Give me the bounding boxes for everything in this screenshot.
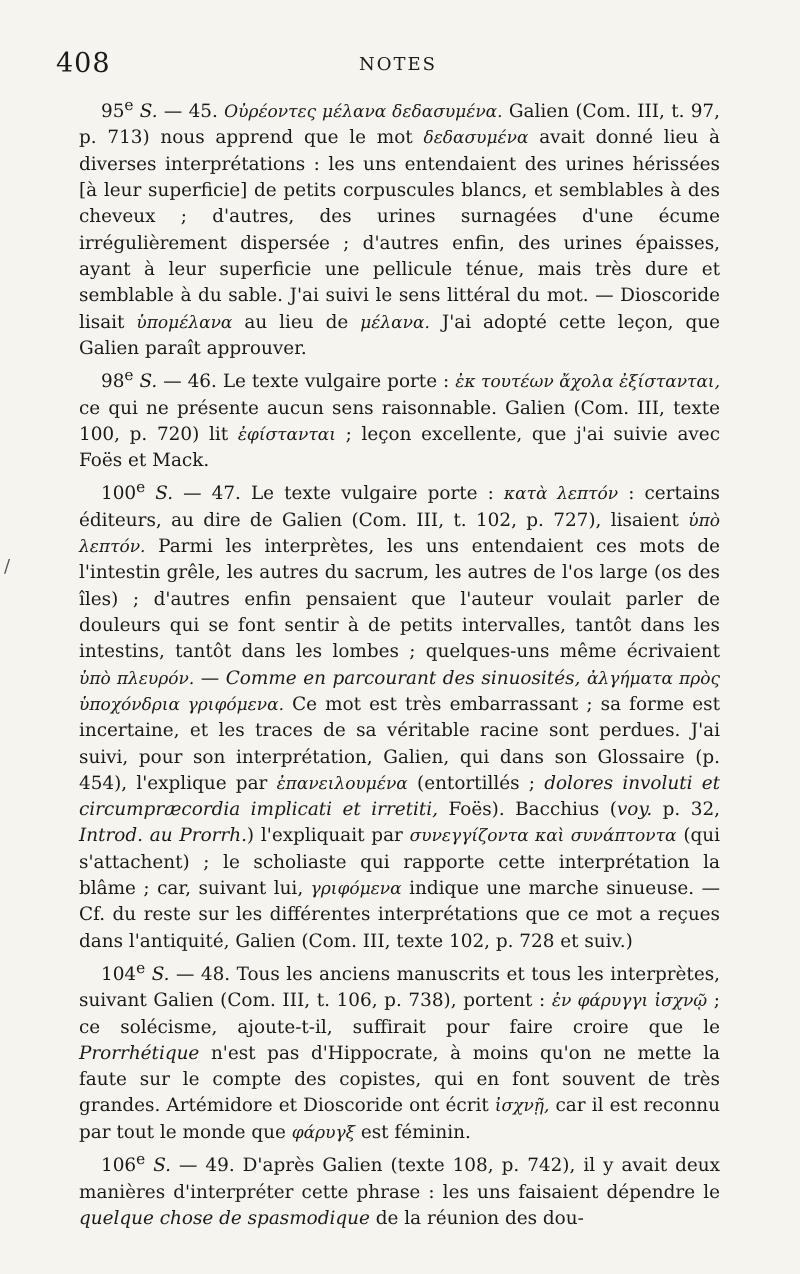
note-paragraph: [79, 474, 720, 954]
text-run: J'ai adopté cette leçon, que Galien paraît approuver.: [79, 311, 720, 359]
italic-text: S.: [153, 1155, 171, 1177]
text-run: —: [194, 667, 226, 689]
text-run: ; leçon excellente, que j'ai suivie avec Foës et Mack.: [79, 423, 720, 472]
ordinal-superscript: e: [136, 958, 146, 977]
greek-text: δεδασυμένα: [423, 128, 529, 149]
greek-text: ὑπὸ πλευρόν.: [79, 668, 195, 689]
text-run: 95: [101, 101, 125, 123]
running-head: NOTES: [359, 54, 437, 75]
ordinal-superscript: e: [136, 478, 146, 497]
text-run: — 48. Tous les anciens manuscrits et tous les interprètes, suivant Galien (Com. III, t. 106, p. 738), portent :: [79, 964, 720, 1012]
italic-text: Comme en parcourant des sinuosités,: [225, 667, 581, 689]
text-run: 100: [101, 483, 137, 505]
text-run: (qui s'attachent) ; le scholiaste qui rapporte cette interprétation la blâme ; car, suivant lui,: [79, 825, 720, 899]
greek-text: Οὐρέοντες μέλανα δεδασυμένα.: [224, 102, 503, 123]
text-run: — 45.: [157, 101, 225, 123]
italic-text: S.: [155, 483, 174, 505]
text-run: : certains éditeurs, au dire de Galien (Com. III, t. 102, p. 727), lisaient: [79, 483, 720, 531]
greek-text: ἐφίστανται: [237, 424, 336, 445]
text-run: avait donné lieu à diverses interprétations : les uns entendaient des urines hérissées [à leur superficie] de petits corpuscules blancs, et semblables à des cheveux ; d'autres, des urines surnagées d'une écume irrégulièrement dispersée ; d'autres enfin, des urines épaisses, ayant à leur superficie une pellicule ténue, mais très dure et semblable à du sable. J'ai suivi le sens littéral du mot. — Dioscoride lisait: [79, 127, 720, 333]
greek-text: φάρυγξ: [291, 1122, 355, 1143]
greek-text: ἰσχνῇ,: [494, 1096, 550, 1117]
italic-text: S.: [151, 964, 170, 985]
page-number: 408: [56, 48, 111, 79]
italic-text: voy.: [616, 799, 653, 821]
text-run: 106: [101, 1155, 137, 1177]
greek-text: ἐκ τουτέων ἄχολα ἐξίστανται,: [455, 372, 720, 393]
note-paragraph: [79, 1146, 720, 1232]
text-run: [145, 1155, 153, 1176]
greek-text: ὑπομέλανα: [136, 312, 233, 333]
text-run: 98: [101, 371, 125, 393]
greek-text: συνεγγίζοντα καὶ συνάπτοντα: [409, 826, 677, 847]
text-run: — 46. Le texte vulgaire porte :: [157, 371, 456, 393]
text-run: ; ce solécisme, ajoute-t-il, suffirait pour faire croire que le: [79, 990, 720, 1038]
text-run: car il est reconnu par tout le monde que: [79, 1095, 720, 1143]
text-run: (entortillés ;: [407, 772, 545, 794]
text-run: ce qui ne présente aucun sens raisonnable. Galien (Com. III, texte 100, p. 720) lit: [79, 397, 720, 445]
italic-text: quelque chose de spasmodique: [79, 1207, 370, 1229]
ordinal-superscript: e: [124, 96, 134, 114]
greek-text: ἐν φάρυγγι ἰσχνῷ: [551, 991, 708, 1012]
text-run: — 47. Le texte vulgaire porte :: [173, 483, 504, 505]
note-paragraph: [79, 92, 720, 362]
italic-text: dolores involuti et circumpræcordia implicati et irretiti,: [79, 772, 721, 821]
italic-text: S.: [139, 371, 158, 393]
margin-mark: /: [4, 556, 11, 577]
italic-text: S.: [139, 101, 158, 123]
text-run: au lieu de: [232, 311, 361, 333]
text-run: Ce mot est très embarrassant ; sa forme est incertaine, et les traces de sa véritable racine sont perdues. J'ai suivi, pour son interprétation, Galien, qui dans son Glossaire (p. 454), l'explique par: [79, 693, 720, 794]
greek-text: ἀλγήματα πρὸς ὑποχόνδρια γριφόμενα.: [79, 668, 720, 715]
greek-text: γριφόμενα: [310, 878, 402, 899]
text-run: indique une marche sinueuse. — Cf. du reste sur les différentes interprétations que ce mot a reçues dans l'antiquité, Galien (Com. III, texte 102, p. 728 et suiv.): [79, 877, 721, 952]
text-run: Galien (Com. III, t. 97, p. 713) nous apprend que le mot: [79, 101, 720, 149]
text-run: p. 32,: [652, 799, 720, 821]
greek-text: ὑπὸ λεπτόν.: [79, 510, 720, 558]
text-run: — 49. D'après Galien (texte 108, p. 742), il y avait deux manières d'interpréter cette phrase : les uns faisaient dépendre le: [79, 1155, 720, 1203]
note-paragraph: [79, 955, 720, 1146]
ordinal-superscript: e: [124, 366, 134, 385]
text-run: 104: [101, 964, 137, 985]
text-run: [145, 484, 155, 505]
greek-text: κατὰ λεπτόν: [503, 484, 619, 505]
italic-text: Prorrhétique: [79, 1042, 200, 1064]
text-run: n'est pas d'Hippocrate, à moins qu'on ne mette la faute sur le compte des copistes, qui en font souvent de très grandes. Artémidore et Dioscoride ont écrit: [79, 1042, 720, 1117]
text-run: Parmi les interprètes, les uns entendaient ces mots de l'intestin grêle, les autres du sacrum, les autres de l'os large (os des îles) ; d'autres enfin pensaient que l'auteur voulait parler de douleurs qui se font sentir à de petits intervalles, tantôt dans les intestins, tantôt dans les lombes ; quelques-uns même écrivaient: [79, 536, 720, 663]
text-run: ) l'expliquait par: [246, 825, 410, 847]
italic-text: Introd. au Prorrh.: [79, 825, 247, 847]
text-run: Foës). Bacchius (: [438, 799, 617, 821]
greek-text: μέλανα.: [360, 312, 430, 333]
text-run: de la réunion des dou-: [369, 1207, 584, 1229]
ordinal-superscript: e: [136, 1150, 146, 1169]
note-paragraph: [79, 362, 720, 474]
greek-text: ἐπανειλουμένα: [276, 773, 408, 794]
text-run: est féminin.: [354, 1121, 471, 1143]
notes-body: [79, 92, 720, 1232]
page-header: [56, 48, 740, 78]
